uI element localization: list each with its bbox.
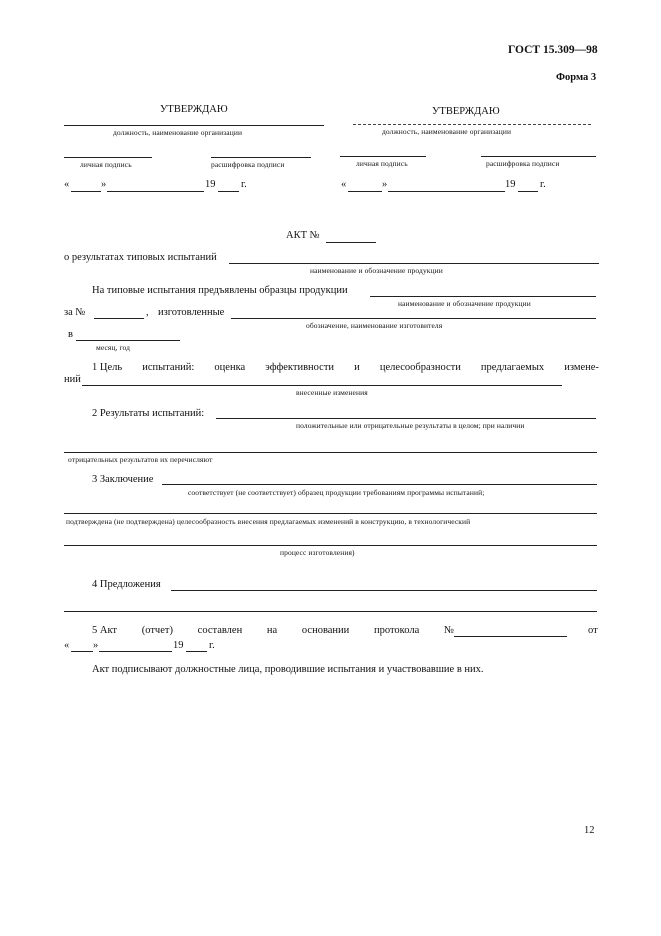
date-open-right: « bbox=[341, 179, 347, 190]
month-line-right[interactable] bbox=[388, 191, 505, 192]
proposals-label: 4 Предложения bbox=[92, 579, 161, 590]
decoding-caption-left: расшифровка подписи bbox=[211, 160, 285, 169]
signature-line-left[interactable] bbox=[64, 157, 152, 158]
results-label: о результатах типовых испытаний bbox=[64, 252, 217, 263]
number-prefix: за № bbox=[64, 307, 86, 318]
act-title: АКТ № bbox=[286, 230, 320, 241]
conclusion-line[interactable] bbox=[162, 484, 597, 485]
year-prefix-left: 19 bbox=[205, 179, 216, 190]
goal-word: эффективности bbox=[265, 362, 335, 373]
date-mid-left: » bbox=[101, 179, 107, 190]
position-caption-left: должность, наименование организации bbox=[113, 128, 243, 137]
act-date-open: « bbox=[64, 640, 70, 651]
act-from: от bbox=[588, 625, 598, 636]
approve-title-left: УТВЕРЖДАЮ bbox=[160, 104, 228, 115]
in-label: в bbox=[68, 329, 73, 340]
goal-word: испытаний: bbox=[142, 362, 195, 373]
signature-caption-right: личная подпись bbox=[356, 159, 408, 168]
decoding-line-right[interactable] bbox=[481, 156, 596, 157]
protocol-number-line[interactable] bbox=[454, 636, 567, 637]
goal-word: предлагаемых bbox=[480, 362, 545, 373]
month-line-left[interactable] bbox=[107, 191, 204, 192]
year-line-left[interactable] bbox=[218, 191, 239, 192]
act-number-line[interactable] bbox=[326, 242, 376, 243]
conclusion-label: 3 Заключение bbox=[92, 474, 154, 485]
year-suffix-left: г. bbox=[241, 179, 247, 190]
number-comma: , bbox=[146, 307, 149, 318]
act-word: составлен bbox=[197, 625, 243, 636]
act-word: № bbox=[443, 625, 454, 636]
act-year-prefix: 19 bbox=[173, 640, 184, 651]
goal-word: 1 Цель bbox=[92, 362, 123, 373]
act-word: 5 Акт bbox=[92, 625, 118, 636]
goal-continuation: ний bbox=[64, 374, 81, 385]
changes-caption: внесенные изменения bbox=[296, 388, 368, 397]
proposals-line-2[interactable] bbox=[64, 611, 597, 612]
approve-title-right: УТВЕРЖДАЮ bbox=[432, 106, 500, 117]
samples-caption: наименование и обозначение продукции bbox=[398, 299, 531, 308]
act-day-line[interactable] bbox=[71, 651, 93, 652]
samples-line[interactable] bbox=[370, 296, 596, 297]
position-line-right[interactable] bbox=[353, 124, 591, 125]
goal-line bbox=[92, 362, 599, 374]
form-number: Форма 3 bbox=[556, 72, 597, 83]
day-line-left[interactable] bbox=[71, 191, 101, 192]
page-number: 12 bbox=[584, 825, 595, 836]
product-caption: наименование и обозначение продукции bbox=[310, 266, 443, 275]
proposals-line[interactable] bbox=[171, 590, 597, 591]
conclusion-line-3[interactable] bbox=[64, 545, 597, 546]
number-line[interactable] bbox=[94, 318, 144, 319]
year-prefix-right: 19 bbox=[505, 179, 516, 190]
year-suffix-right: г. bbox=[540, 179, 546, 190]
changes-line[interactable] bbox=[82, 385, 562, 386]
act-basis-line bbox=[92, 625, 454, 637]
position-caption-right: должность, наименование организации bbox=[382, 127, 512, 136]
day-line-right[interactable] bbox=[348, 191, 382, 192]
act-year-line[interactable] bbox=[186, 651, 207, 652]
month-year-line[interactable] bbox=[76, 340, 180, 341]
goal-word: и bbox=[354, 362, 360, 373]
results-caption-2: отрицательных результатов их перечисляют bbox=[68, 455, 213, 464]
made-label: изготовленные bbox=[158, 307, 225, 318]
year-line-right[interactable] bbox=[518, 191, 538, 192]
goal-word: оценка bbox=[214, 362, 246, 373]
test-results-line[interactable] bbox=[216, 418, 596, 419]
test-results-line-2[interactable] bbox=[64, 452, 597, 453]
samples-label: На типовые испытания предъявлены образцы продукции bbox=[92, 285, 348, 296]
goal-word: измене- bbox=[564, 362, 599, 373]
conclusion-caption-1: соответствует (не соответствует) образец продукции требованиям программы испытаний; bbox=[188, 488, 485, 497]
conclusion-caption-3: процесс изготовления) bbox=[280, 548, 355, 557]
decoding-caption-right: расшифровка подписи bbox=[486, 159, 560, 168]
standard-number: ГОСТ 15.309—98 bbox=[508, 44, 598, 56]
date-mid-right: » bbox=[382, 179, 388, 190]
month-caption: месяц, год bbox=[96, 343, 131, 352]
signature-caption-left: личная подпись bbox=[80, 160, 132, 169]
act-date-mid: » bbox=[93, 640, 99, 651]
act-year-suffix: г. bbox=[209, 640, 215, 651]
goal-word: целесообразности bbox=[379, 362, 461, 373]
maker-line[interactable] bbox=[231, 318, 596, 319]
signers-note: Акт подписывают должностные лица, проводившие испытания и участвовавшие в них. bbox=[92, 664, 484, 675]
maker-caption: обозначение, наименование изготовителя bbox=[306, 321, 443, 330]
date-open-left: « bbox=[64, 179, 70, 190]
conclusion-caption-2: подтверждена (не подтверждена) целесообразность внесения предлагаемых изменений в конструкцию, в технологический bbox=[66, 517, 471, 526]
act-word: основании bbox=[301, 625, 350, 636]
signature-line-right[interactable] bbox=[340, 156, 426, 157]
results-caption-1: положительные или отрицательные результаты в целом; при наличии bbox=[296, 421, 525, 430]
act-word: протокола bbox=[374, 625, 420, 636]
act-word: на bbox=[266, 625, 278, 636]
act-word: (отчет) bbox=[141, 625, 173, 636]
test-results-label: 2 Результаты испытаний: bbox=[92, 408, 205, 419]
product-line[interactable] bbox=[229, 263, 599, 264]
decoding-line-left[interactable] bbox=[211, 157, 311, 158]
act-month-line[interactable] bbox=[99, 651, 172, 652]
position-line-left[interactable] bbox=[64, 125, 324, 126]
conclusion-line-2[interactable] bbox=[64, 513, 597, 514]
